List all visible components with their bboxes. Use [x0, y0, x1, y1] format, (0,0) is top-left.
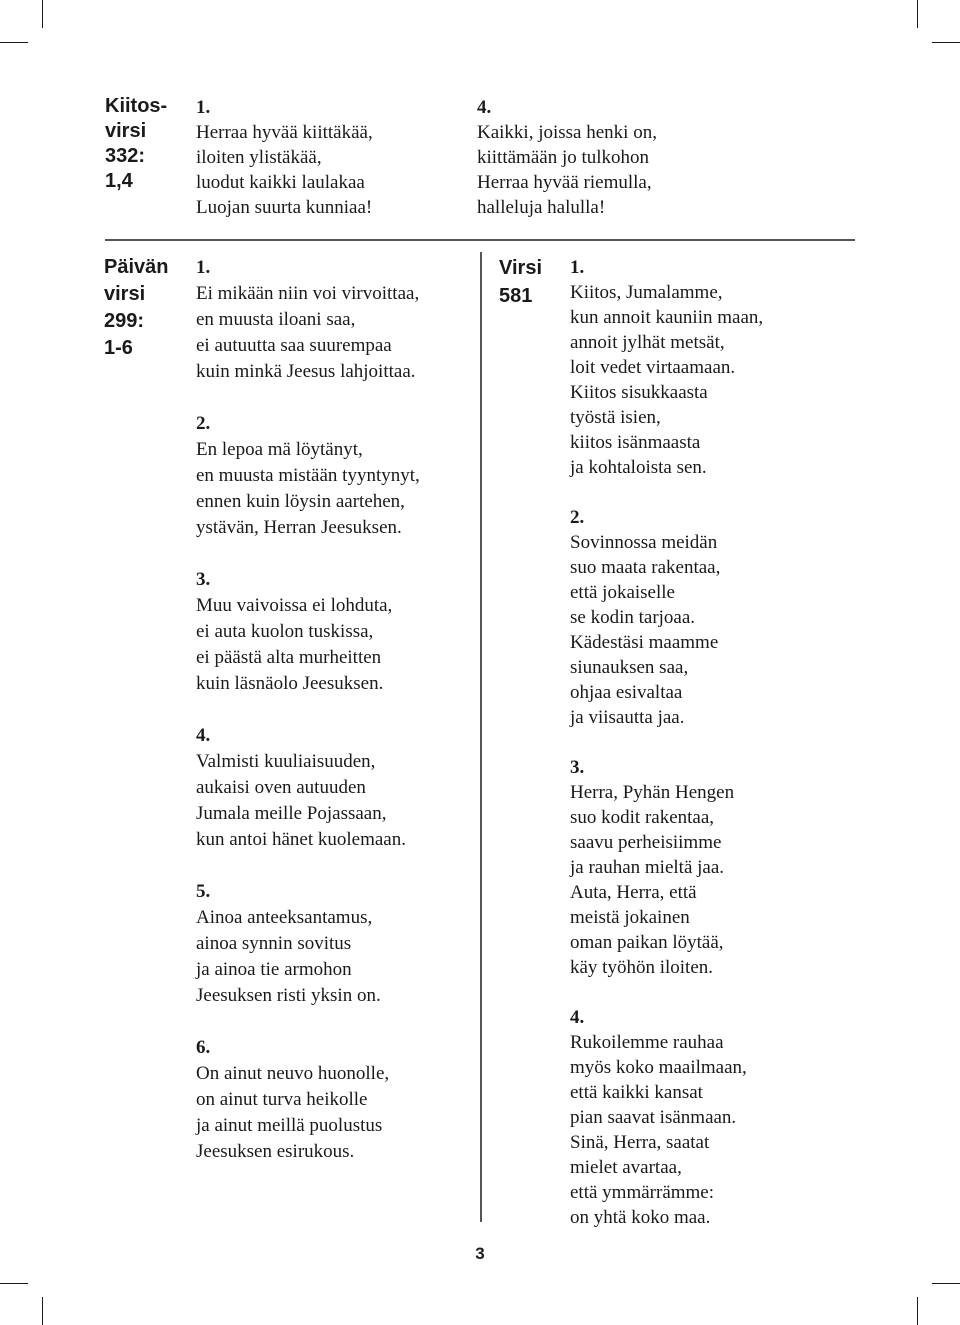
crop-mark	[932, 1283, 960, 1284]
verse-line: ja ainoa tie armohon	[196, 959, 352, 980]
heading-line: Kiitos-	[105, 95, 168, 117]
verse-number: 1.	[570, 257, 585, 278]
verse-line: myös koko maailmaan,	[570, 1057, 747, 1078]
verse-line: ja ainut meillä puolustus	[196, 1115, 383, 1136]
verse-line: ohjaa esivaltaa	[570, 682, 683, 703]
verse-line: pian saavat isänmaan.	[570, 1107, 737, 1128]
verse-line: en muusta mistään tyyntynyt,	[196, 465, 420, 486]
hymn-299-verses	[196, 255, 420, 1165]
verse-line: kun antoi hänet kuolemaan.	[196, 829, 406, 850]
verse-line: Jeesuksen risti yksin on.	[196, 985, 381, 1006]
verse-line: että jokaiselle	[570, 582, 675, 603]
verse	[196, 255, 420, 385]
page-number: 3	[475, 1244, 485, 1263]
verse-line: oman paikan löytää,	[570, 932, 724, 953]
verse	[477, 95, 657, 220]
verse	[196, 95, 373, 220]
section-divider	[105, 239, 855, 241]
verse-line: loit vedet virtaamaan.	[570, 357, 736, 378]
hymn-332-col1	[196, 95, 373, 220]
verse-line: Kädestäsi maamme	[570, 632, 719, 653]
hymn-299-heading	[104, 254, 168, 362]
hymn-581-heading	[499, 254, 542, 310]
heading-line: 332:	[105, 145, 146, 167]
verse-number: 1.	[196, 97, 211, 118]
verse-line: Ainoa anteeksantamus,	[196, 907, 373, 928]
heading-line: 1,4	[105, 170, 133, 192]
verse-line: en muusta iloani saa,	[196, 309, 356, 330]
verse-line: että ymmärrämme:	[570, 1182, 715, 1203]
verse-line: Muu vaivoissa ei lohduta,	[196, 595, 393, 616]
verse-line: on yhtä koko maa.	[570, 1207, 711, 1228]
verse-line: että kaikki kansat	[570, 1082, 703, 1103]
verse-number: 5.	[196, 881, 211, 902]
verse-line: saavu perheisiimme	[570, 832, 722, 853]
verse-line: Auta, Herra, että	[570, 882, 697, 903]
verse-line: Sinä, Herra, saatat	[570, 1132, 710, 1153]
verse-line: Kiitos, Jumalamme,	[570, 282, 723, 303]
verse-line: aukaisi oven autuuden	[196, 777, 366, 798]
verse-line: kuin minkä Jeesus lahjoittaa.	[196, 361, 416, 382]
verse	[196, 1035, 420, 1165]
verse-line: se kodin tarjoaa.	[570, 607, 696, 628]
verse-line: Kiitos sisukkaasta	[570, 382, 708, 403]
verse-line: työstä isien,	[570, 407, 661, 428]
crop-mark	[0, 42, 28, 43]
verse-line: Herraa hyvää kiittäkää,	[196, 122, 373, 143]
verse-line: Sovinnossa meidän	[570, 532, 718, 553]
hymn-332-col2	[477, 95, 657, 220]
verse-number: 3.	[570, 757, 585, 778]
verse	[196, 411, 420, 541]
verse	[196, 567, 420, 697]
verse-line: Herra, Pyhän Hengen	[570, 782, 735, 803]
heading-line: 299:	[104, 310, 145, 332]
verse-line: On ainut neuvo huonolle,	[196, 1063, 390, 1084]
verse-line: halleluja halulla!	[477, 197, 606, 218]
verse-line: luodut kaikki laulakaa	[196, 172, 365, 193]
verse-line: ei päästä alta murheitten	[196, 647, 382, 668]
verse-line: ja kohtaloista sen.	[570, 457, 707, 478]
crop-mark	[42, 1297, 43, 1325]
verse-line: ainoa synnin sovitus	[196, 933, 352, 954]
verse-line: kiitos isänmaasta	[570, 432, 701, 453]
heading-line: 1-6	[104, 337, 133, 359]
verse-line: Valmisti kuuliaisuuden,	[196, 751, 376, 772]
verse-line: suo maata rakentaa,	[570, 557, 721, 578]
verse-line: Jeesuksen esirukous.	[196, 1141, 355, 1162]
verse-line: ei auta kuolon tuskissa,	[196, 621, 374, 642]
verse-line: suo kodit rakentaa,	[570, 807, 715, 828]
verse-line: meistä jokainen	[570, 907, 690, 928]
verse	[570, 255, 763, 480]
verse-line: kun annoit kauniin maan,	[570, 307, 764, 328]
verse-line: käy työhön iloiten.	[570, 957, 714, 978]
heading-line: virsi	[104, 283, 146, 305]
verse-line: En lepoa mä löytänyt,	[196, 439, 363, 460]
verse-line: siunauksen saa,	[570, 657, 689, 678]
verse-line: Jumala meille Pojassaan,	[196, 803, 387, 824]
verse-line: Ei mikään niin voi virvoittaa,	[196, 283, 420, 304]
verse-number: 3.	[196, 569, 211, 590]
verse-line: Luojan suurta kunniaa!	[196, 197, 373, 218]
hymn-332-heading	[105, 94, 167, 194]
verse	[570, 1005, 763, 1230]
verse-number: 4.	[196, 725, 211, 746]
crop-mark	[0, 1283, 28, 1284]
verse	[570, 755, 763, 980]
heading-line: virsi	[105, 120, 147, 142]
verse-line: ja viisautta jaa.	[570, 707, 685, 728]
verse-line: ennen kuin löysin aartehen,	[196, 491, 405, 512]
verse-number: 6.	[196, 1037, 211, 1058]
verse-line: Kaikki, joissa henki on,	[477, 122, 657, 143]
verse-number: 2.	[196, 413, 211, 434]
verse	[570, 505, 763, 730]
verse-line: Rukoilemme rauhaa	[570, 1032, 724, 1053]
verse-line: ja rauhan mieltä jaa.	[570, 857, 725, 878]
heading-line: Virsi	[499, 257, 542, 279]
verse-line: ystävän, Herran Jeesuksen.	[196, 517, 402, 538]
crop-mark	[917, 0, 918, 28]
verse-number: 2.	[570, 507, 585, 528]
column-divider	[480, 252, 482, 1222]
verse-number: 4.	[570, 1007, 585, 1028]
verse-line: kiittämään jo tulkohon	[477, 147, 650, 168]
verse-number: 4.	[477, 97, 492, 118]
verse-number: 1.	[196, 257, 211, 278]
verse-line: Herraa hyvää riemulla,	[477, 172, 652, 193]
verse	[196, 723, 420, 853]
crop-mark	[42, 0, 43, 28]
verse	[196, 879, 420, 1009]
verse-line: ei autuutta saa suurempaa	[196, 335, 392, 356]
heading-line: 581	[499, 285, 533, 307]
verse-line: on ainut turva heikolle	[196, 1089, 368, 1110]
verse-line: kuin läsnäolo Jeesuksen.	[196, 673, 384, 694]
crop-mark	[917, 1297, 918, 1325]
verse-line: annoit jylhät metsät,	[570, 332, 725, 353]
crop-mark	[932, 42, 960, 43]
verse-line: mielet avartaa,	[570, 1157, 682, 1178]
verse-line: iloiten ylistäkää,	[196, 147, 322, 168]
heading-line: Päivän	[104, 256, 169, 278]
hymn-581-verses	[570, 255, 763, 1230]
